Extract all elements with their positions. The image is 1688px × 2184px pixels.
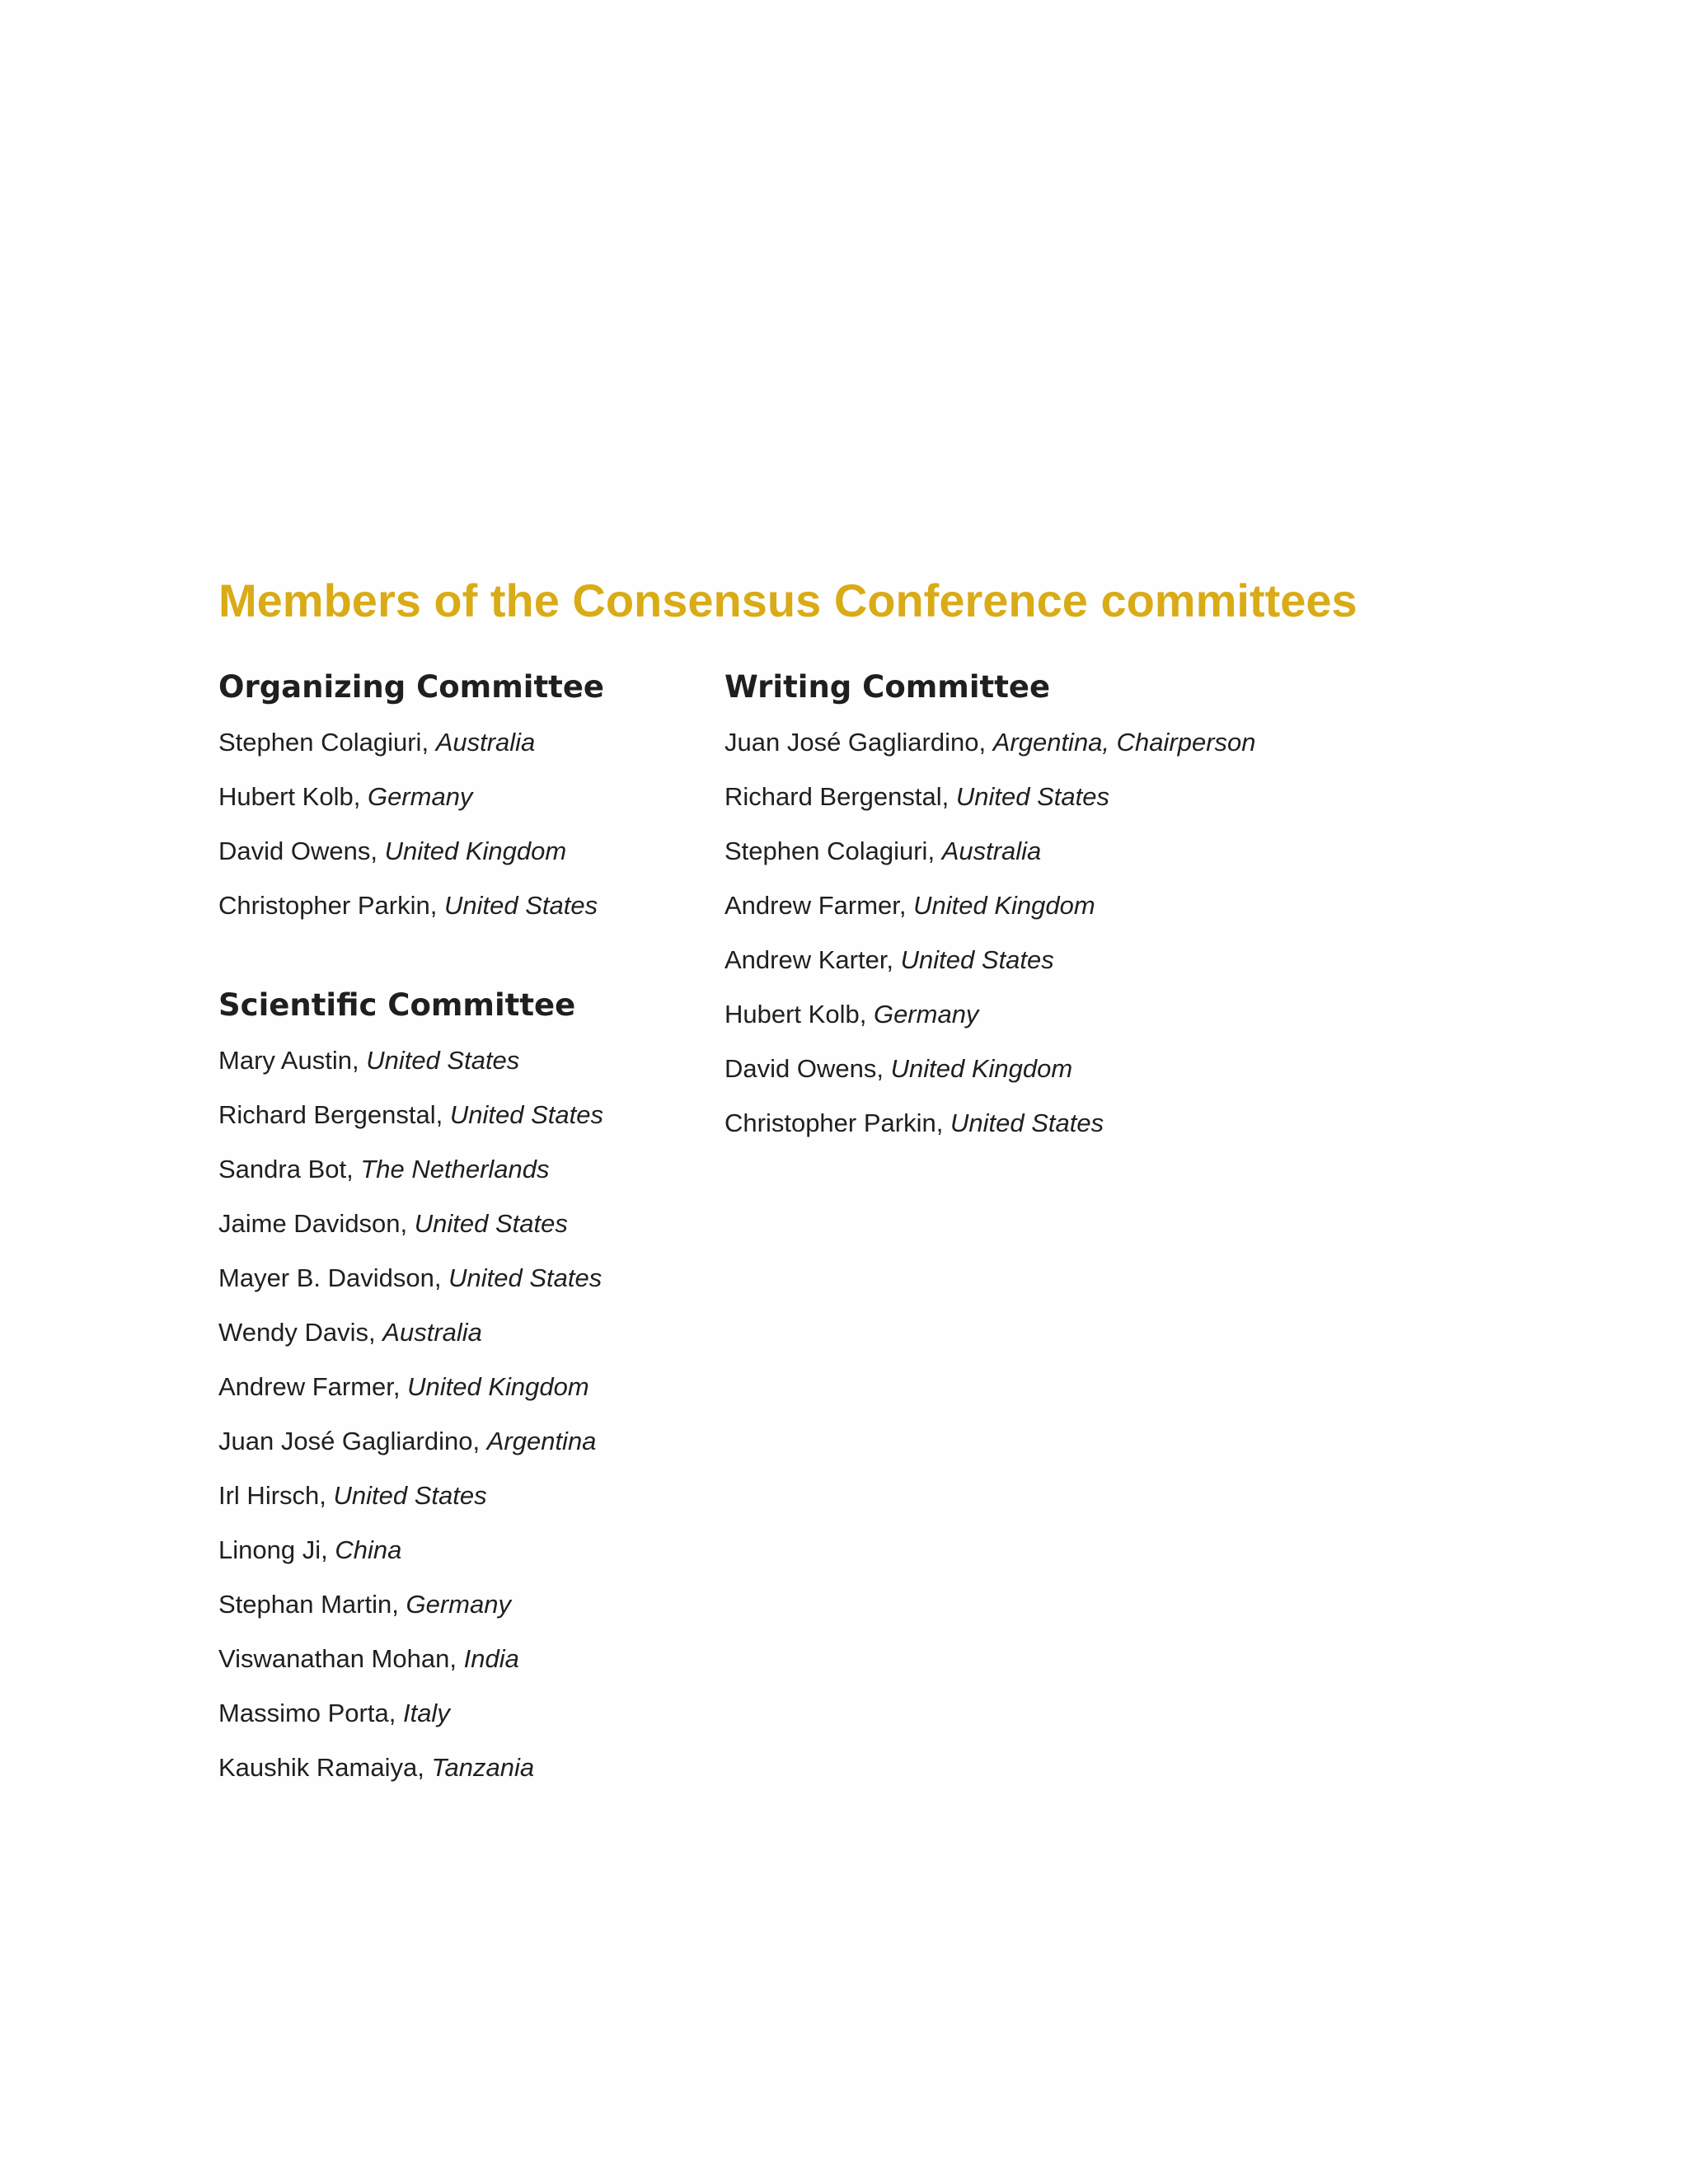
member-item — [218, 824, 604, 879]
member-name: Linong Ji, — [218, 1535, 328, 1564]
member-name: Mary Austin, — [218, 1046, 359, 1075]
member-country: Germany — [367, 782, 473, 811]
member-item — [724, 879, 1256, 933]
member-item — [218, 1142, 603, 1197]
member-item — [218, 1360, 603, 1414]
member-country: Germany — [873, 1000, 979, 1029]
member-name: Hubert Kolb, — [218, 782, 361, 811]
member-list — [218, 1033, 603, 1795]
member-name: Andrew Farmer, — [724, 891, 907, 920]
member-country: United States — [950, 1108, 1104, 1137]
member-name: Stephen Colagiuri, — [218, 728, 429, 757]
member-country: Argentina — [486, 1427, 597, 1455]
member-country: Australia — [435, 728, 536, 757]
member-name: Christopher Parkin, — [218, 891, 438, 920]
member-country: United Kingdom — [890, 1054, 1073, 1083]
member-item — [724, 1096, 1256, 1151]
member-name: Stephan Martin, — [218, 1590, 399, 1619]
member-country: Italy — [402, 1699, 450, 1727]
member-name: David Owens, — [218, 837, 377, 865]
member-list — [724, 715, 1256, 1151]
member-name: Juan José Gagliardino, — [724, 728, 987, 757]
member-item — [218, 1414, 603, 1469]
member-item — [218, 879, 604, 933]
member-item — [724, 933, 1256, 987]
member-item — [218, 1033, 603, 1088]
member-item — [218, 1197, 603, 1251]
member-name: Wendy Davis, — [218, 1318, 376, 1347]
member-item — [724, 1042, 1256, 1096]
scientific-committee — [218, 984, 603, 1795]
member-name: Christopher Parkin, — [724, 1108, 944, 1137]
member-item — [218, 1741, 603, 1795]
member-country: Tanzania — [431, 1753, 535, 1782]
member-name: David Owens, — [724, 1054, 884, 1083]
page-title: Members of the Consensus Conference committees — [218, 574, 1357, 626]
member-country: United Kingdom — [913, 891, 1095, 920]
member-country: United States — [333, 1481, 487, 1510]
member-item — [218, 1577, 603, 1632]
member-name: Massimo Porta, — [218, 1699, 396, 1727]
member-name: Mayer B. Davidson, — [218, 1263, 442, 1292]
member-list — [218, 715, 604, 933]
member-country: Germany — [406, 1590, 511, 1619]
committee-heading: Writing Committee — [724, 669, 1051, 705]
member-item — [218, 715, 604, 770]
organizing-committee — [218, 666, 604, 933]
member-item — [218, 1632, 603, 1686]
member-name: Jaime Davidson, — [218, 1209, 408, 1238]
member-name: Richard Bergenstal, — [724, 782, 950, 811]
writing-committee — [724, 666, 1256, 1151]
member-name: Andrew Karter, — [724, 945, 894, 974]
member-item — [218, 1523, 603, 1577]
member-country: Australia — [941, 837, 1042, 865]
member-country: Australia — [382, 1318, 482, 1347]
member-item — [218, 770, 604, 824]
member-item — [724, 824, 1256, 879]
member-country: United Kingdom — [407, 1372, 589, 1401]
member-item — [724, 987, 1256, 1042]
member-item — [218, 1469, 603, 1523]
member-name: Richard Bergenstal, — [218, 1100, 443, 1129]
member-item — [724, 715, 1256, 770]
member-country: United States — [414, 1209, 568, 1238]
member-name: Juan José Gagliardino, — [218, 1427, 481, 1455]
member-country: Argentina, Chairperson — [992, 728, 1256, 757]
member-country: China — [335, 1535, 402, 1564]
member-item — [218, 1251, 603, 1305]
member-country: United States — [900, 945, 1054, 974]
member-item — [218, 1088, 603, 1142]
member-country: United States — [366, 1046, 520, 1075]
member-country: United States — [448, 1263, 603, 1292]
member-item — [218, 1305, 603, 1360]
committee-heading: Organizing Committee — [218, 669, 605, 705]
member-country: The Netherlands — [360, 1155, 550, 1183]
member-name: Stephen Colagiuri, — [724, 837, 935, 865]
member-country: United States — [449, 1100, 603, 1129]
member-name: Hubert Kolb, — [724, 1000, 867, 1029]
member-name: Viswanathan Mohan, — [218, 1644, 457, 1673]
member-name: Irl Hirsch, — [218, 1481, 326, 1510]
member-item — [218, 1686, 603, 1741]
member-item — [724, 770, 1256, 824]
member-name: Kaushik Ramaiya, — [218, 1753, 424, 1782]
member-country: United Kingdom — [384, 837, 567, 865]
member-country: United States — [955, 782, 1109, 811]
member-name: Sandra Bot, — [218, 1155, 354, 1183]
member-country: India — [463, 1644, 519, 1673]
committee-heading: Scientific Committee — [218, 987, 576, 1023]
member-name: Andrew Farmer, — [218, 1372, 401, 1401]
member-country: United States — [443, 891, 598, 920]
